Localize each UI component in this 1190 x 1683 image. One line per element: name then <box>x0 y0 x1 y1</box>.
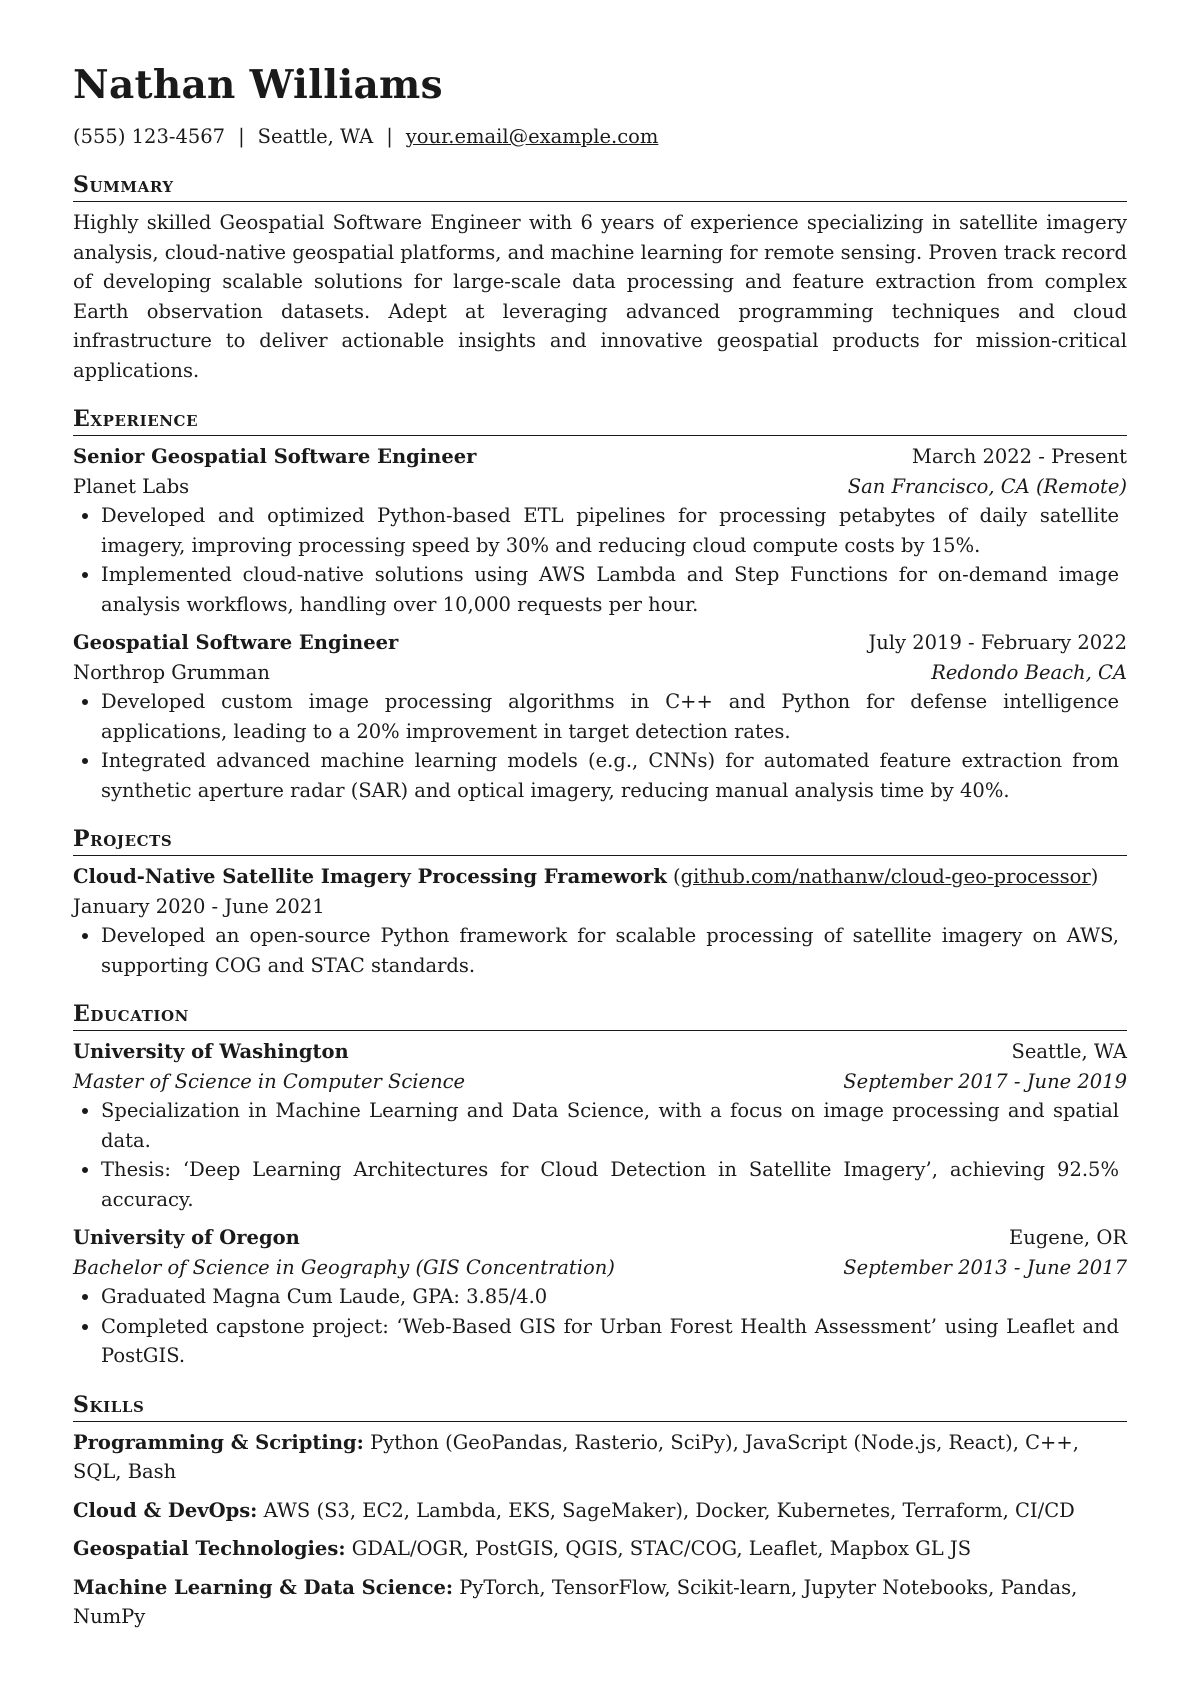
skill-value: Python (GeoPandas, Rasterio, SciPy), JavaScript (Node.js, React), C++, SQL, Bash <box>73 1430 1079 1483</box>
skill-label: Programming & Scripting: <box>73 1430 364 1454</box>
school-location: Seattle, WA <box>1011 1040 1127 1063</box>
education-dates: September 2013 - June 2017 <box>843 1255 1127 1279</box>
projects-section <box>73 824 1127 980</box>
job-bullets <box>73 687 1127 805</box>
skill-group <box>73 1496 1127 1526</box>
skills-section <box>73 1390 1127 1632</box>
project-bullets <box>73 921 1127 980</box>
bullet-item: • Implemented cloud-native solutions using AWS Lambda and Step Functions for on-demand image analysis workflows, handling over 10,000 requests per hour. <box>101 560 1127 619</box>
project-dates: January 2020 - June 2021 <box>73 894 325 918</box>
job-bullets <box>73 501 1127 619</box>
skill-label: Cloud & DevOps: <box>73 1498 258 1522</box>
job-company: Planet Labs <box>73 474 190 498</box>
job-location: Redondo Beach, CA <box>931 660 1127 684</box>
skill-group <box>73 1534 1127 1564</box>
contact-separator: | <box>386 125 393 148</box>
bullet-item: • Graduated Magna Cum Laude, GPA: 3.85/4.0 <box>101 1282 1127 1312</box>
job-company: Northrop Grumman <box>73 660 270 684</box>
job-dates: July 2019 - February 2022 <box>868 631 1127 654</box>
contact-line <box>73 123 1127 151</box>
phone-number: (555) 123-4567 <box>73 125 226 148</box>
section-title-experience: Experience <box>73 404 1127 436</box>
education-bullets <box>73 1282 1127 1371</box>
skill-value: AWS (S3, EC2, Lambda, EKS, SageMaker), Docker, Kubernetes, Terraform, CI/CD <box>263 1498 1075 1522</box>
school-name: University of Washington <box>73 1040 349 1063</box>
bullet-item: • Completed capstone project: ‘Web-Based GIS for Urban Forest Health Assessment’ using Leaflet and PostGIS. <box>101 1312 1127 1371</box>
education-dates: September 2017 - June 2019 <box>843 1069 1127 1093</box>
skill-group <box>73 1428 1127 1487</box>
degree-name: Master of Science in Computer Science <box>73 1069 466 1093</box>
job-entry <box>73 442 1127 619</box>
summary-text: Highly skilled Geospatial Software Engineer with 6 years of experience specializing in satellite imagery analysis, cloud-native geospatial platforms, and machine learning for remote sensing. Proven track record of developing scalable solutions for large-scale data processing and feature extraction from complex Earth observation datasets. Adept at leveraging advanced programming techniques and cloud infrastructure to deliver actionable insights and innovative geospatial products for mission-critical applications. <box>73 211 1127 382</box>
project-name: Cloud-Native Satellite Imagery Processing Framework <box>73 865 667 888</box>
bullet-item: • Thesis: ‘Deep Learning Architectures for Cloud Detection in Satellite Imagery’, achieving 92.5% accuracy. <box>101 1155 1127 1214</box>
skill-group <box>73 1573 1127 1632</box>
bullet-item: • Developed and optimized Python-based ETL pipelines for processing petabytes of daily satellite imagery, improving processing speed by 30% and reducing cloud compute costs by 15%. <box>101 501 1127 560</box>
school-location: Eugene, OR <box>1009 1226 1127 1249</box>
degree-name: Bachelor of Science in Geography (GIS Concentration) <box>73 1255 615 1279</box>
bullet-item: • Developed custom image processing algorithms in C++ and Python for defense intelligence applications, leading to a 20% improvement in target detection rates. <box>101 687 1127 746</box>
section-title-skills: Skills <box>73 1390 1127 1422</box>
education-entry <box>73 1037 1127 1214</box>
section-title-projects: Projects <box>73 824 1127 856</box>
section-title-education: Education <box>73 999 1127 1031</box>
skill-value: GDAL/OGR, PostGIS, QGIS, STAC/COG, Leaflet, Mapbox GL JS <box>351 1537 972 1560</box>
education-bullets <box>73 1096 1127 1214</box>
project-entry: Cloud-Native Satellite Imagery Processing Framework (github.com/nathanw/cloud-geo-processor) January 2020 - June 2021 • Developed an open-source Python framework for scalable processing of satellite imagery on AWS, supporting COG and STAC standards. <box>73 862 1127 980</box>
education-section <box>73 999 1127 1371</box>
experience-section <box>73 404 1127 805</box>
contact-separator: | <box>238 125 245 148</box>
bullet-item: • Integrated advanced machine learning models (e.g., CNNs) for automated feature extraction from synthetic aperture radar (SAR) and optical imagery, reducing manual analysis time by 40%. <box>101 746 1127 805</box>
education-entry <box>73 1223 1127 1371</box>
school-name: University of Oregon <box>73 1226 300 1249</box>
job-role: Geospatial Software Engineer <box>73 631 399 654</box>
candidate-name: Nathan Williams <box>73 62 443 108</box>
section-title-summary: Summary <box>73 170 1127 202</box>
job-role: Senior Geospatial Software Engineer <box>73 445 477 468</box>
skill-value: PyTorch, TensorFlow, Scikit-learn, Jupyter Notebooks, Pandas, NumPy <box>73 1575 1078 1628</box>
location-text: Seattle, WA <box>257 125 374 148</box>
summary-section <box>73 170 1127 385</box>
bullet-item: • Specialization in Machine Learning and Data Science, with a focus on image processing and spatial data. <box>101 1096 1127 1155</box>
job-entry <box>73 628 1127 805</box>
project-link[interactable]: github.com/nathanw/cloud-geo-processor <box>680 865 1091 888</box>
email-link[interactable]: your.email@example.com <box>405 125 659 148</box>
skill-label: Geospatial Technologies: <box>73 1537 346 1560</box>
bullet-item: • Developed an open-source Python framework for scalable processing of satellite imagery on AWS, supporting COG and STAC standards. <box>101 921 1127 980</box>
job-dates: March 2022 - Present <box>911 445 1127 468</box>
skill-label: Machine Learning & Data Science: <box>73 1575 454 1599</box>
resume-page <box>73 58 1127 1632</box>
job-location: San Francisco, CA (Remote) <box>847 474 1127 498</box>
